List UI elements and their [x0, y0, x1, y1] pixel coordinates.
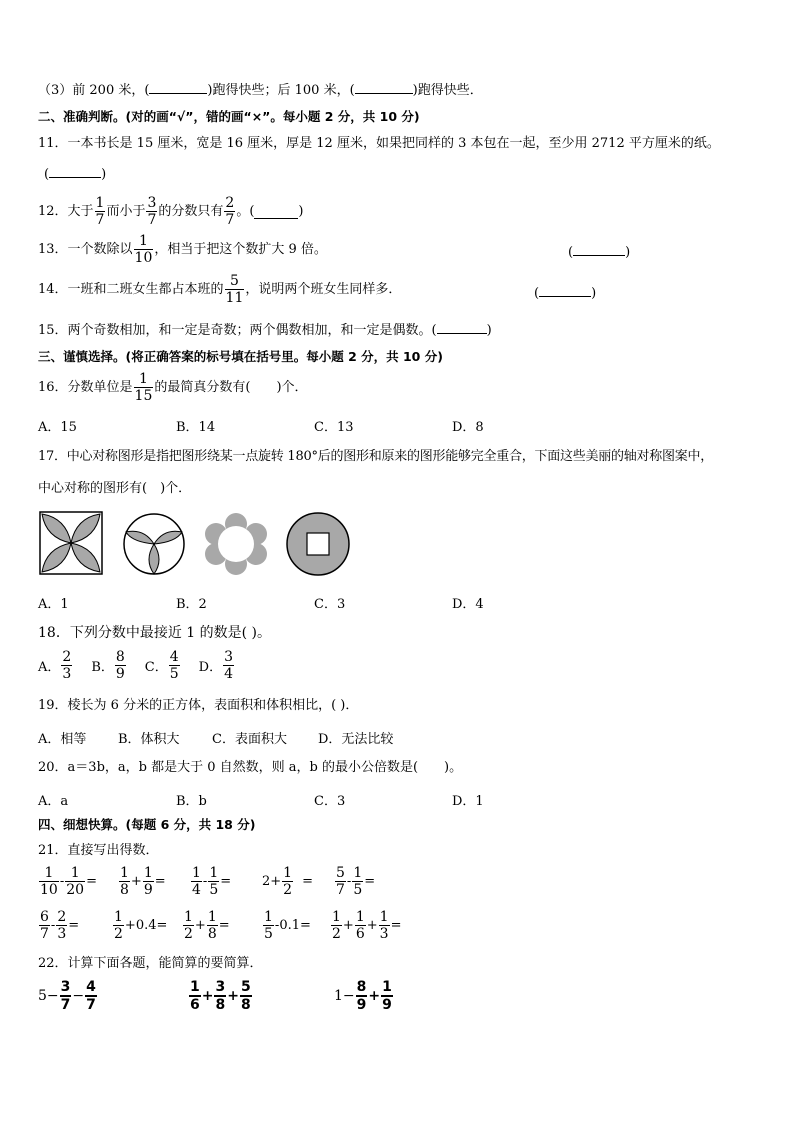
q13-answer — [568, 244, 630, 262]
option-a[interactable]: A．15 — [38, 420, 77, 435]
q12-mid: 而小于 — [106, 203, 146, 219]
equals: = — [220, 874, 232, 889]
operand: +0.4= — [124, 918, 168, 933]
operator: + — [342, 918, 354, 933]
operator: - — [346, 874, 352, 889]
q10-3-line — [38, 82, 483, 100]
fraction — [143, 866, 154, 897]
operator: + — [194, 918, 206, 933]
denominator: 9 — [115, 666, 125, 682]
option-b[interactable]: B．b — [176, 794, 207, 809]
q11-text: 11．一本书长是 15 厘米，宽是 16 厘米，厚是 12 厘米，如果把同样的 3 本包在一起，至少用 2712 平方厘米的纸。 — [38, 136, 720, 151]
fraction — [65, 866, 85, 897]
denominator: 5 — [264, 926, 273, 942]
numerator: 1 — [264, 909, 273, 925]
denominator: 15 — [134, 388, 153, 404]
numerator: 3 — [224, 649, 234, 665]
coin-square-hole-figure — [287, 513, 349, 575]
option-a[interactable]: A．1 — [38, 597, 69, 612]
numerator: 2 — [225, 195, 235, 211]
answer-blank[interactable] — [539, 296, 591, 297]
denominator: 7 — [86, 997, 96, 1013]
denominator: 20 — [66, 882, 85, 898]
denominator: 3 — [62, 666, 72, 682]
operator: - — [59, 874, 65, 889]
option-c[interactable]: C．13 — [314, 420, 354, 435]
option-label: B． — [91, 660, 114, 675]
fraction — [331, 910, 342, 941]
q10-3-text-b: )跑得快些；后 100 米，( — [207, 83, 355, 98]
option-c[interactable]: C．3 — [314, 794, 346, 809]
operator: + — [366, 918, 378, 933]
q17-line2: 中心对称的图形有( )个． — [38, 481, 192, 496]
numerator: 1 — [114, 909, 123, 925]
denominator: 5 — [209, 882, 219, 898]
numerator: 1 — [355, 909, 365, 925]
numerator: 1 — [379, 909, 389, 925]
denominator: 7 — [60, 997, 71, 1013]
calc-item — [330, 910, 401, 941]
numerator: 1 — [139, 233, 148, 249]
option-d[interactable]: D．无法比较 — [318, 732, 394, 747]
numerator: 1 — [382, 979, 392, 995]
calc-expression — [334, 980, 394, 1012]
q12-post: 。( — [236, 203, 255, 219]
denominator: 2 — [184, 926, 193, 942]
q19-text: 19．棱长为 6 分米的正方体，表面积和体积相比，( )． — [38, 698, 359, 713]
option-label: D． — [198, 660, 223, 675]
denominator: 3 — [57, 926, 67, 942]
q14-pre: 14．一班和二班女生都占本班的 — [38, 281, 224, 297]
option-a[interactable]: A．a — [38, 794, 69, 809]
numerator: 4 — [169, 649, 179, 665]
answer-blank[interactable] — [573, 255, 625, 256]
numerator: 1 — [139, 371, 148, 387]
calc-item — [190, 866, 231, 897]
numerator: 5 — [336, 865, 345, 881]
operand: -0.1= — [274, 918, 311, 933]
numerator: 4 — [86, 979, 96, 995]
option-c[interactable]: C．3 — [314, 597, 346, 612]
numerator: 1 — [184, 909, 193, 925]
q16-post: 的最简真分数有( )个． — [154, 379, 308, 395]
denominator: 3 — [379, 926, 389, 942]
fraction — [263, 910, 274, 941]
calc-expression — [188, 980, 253, 1012]
operator: + — [130, 874, 142, 889]
answer-blank[interactable] — [149, 93, 207, 94]
calc-item — [182, 910, 230, 941]
numerator: 1 — [332, 909, 341, 925]
fraction — [183, 910, 194, 941]
q11-answer — [44, 166, 106, 184]
fraction — [207, 910, 218, 941]
q20-text: 20．a＝3b，a，b 都是大于 0 自然数，则 a，b 的最小公倍数是( )。 — [38, 760, 463, 775]
numerator: 3 — [215, 979, 226, 995]
q13-pre: 13．一个数除以 — [38, 241, 133, 257]
operator: - — [50, 918, 56, 933]
q12-mid2: 的分数只有 — [158, 203, 224, 219]
calc-item — [334, 866, 375, 897]
numerator: 1 — [207, 909, 217, 925]
option-b[interactable] — [91, 650, 126, 681]
denominator: 4 — [224, 666, 234, 682]
option-b[interactable]: B．2 — [176, 597, 207, 612]
circle-three-petal-figure — [124, 514, 184, 574]
fraction — [39, 910, 50, 941]
equals: = — [390, 918, 402, 933]
option-d[interactable]: D．8 — [452, 420, 484, 435]
square-flower-figure — [40, 512, 102, 574]
denominator: 5 — [169, 666, 179, 682]
option-d[interactable]: D．4 — [452, 597, 484, 612]
denominator: 7 — [95, 212, 105, 228]
calc-item — [262, 866, 313, 897]
denominator: 6 — [355, 926, 365, 942]
fraction — [113, 910, 124, 941]
denominator: 9 — [356, 997, 367, 1013]
q14-answer — [534, 285, 596, 303]
q15-text: 15．两个奇数相加，和一定是奇数；两个偶数相加，和一定是偶数。( — [38, 323, 437, 338]
denominator: 8 — [215, 997, 226, 1013]
denominator: 6 — [190, 997, 200, 1013]
denominator: 11 — [225, 290, 244, 306]
fraction — [214, 980, 226, 1012]
q13-line — [38, 234, 327, 265]
fraction — [60, 980, 72, 1012]
fraction — [189, 980, 201, 1012]
denominator: 7 — [336, 882, 345, 898]
option-d[interactable]: D．1 — [452, 794, 484, 809]
operator: − — [72, 988, 85, 1004]
calc-item — [118, 866, 166, 897]
paren-left: ( — [568, 245, 574, 260]
option-d[interactable] — [199, 650, 235, 681]
denominator: 7 — [40, 926, 49, 942]
fraction — [224, 196, 235, 227]
paren-right: ) — [101, 167, 107, 182]
section-2-title: 二、准确判断。(对的画“√”，错的画“×”。每小题 2 分，共 10 分) — [38, 109, 420, 124]
calc-item — [38, 910, 79, 941]
equals: = — [218, 918, 230, 933]
numerator: 3 — [60, 979, 71, 995]
fraction — [191, 866, 202, 897]
denominator: 8 — [120, 882, 129, 898]
fraction — [39, 866, 59, 897]
option-label: C． — [144, 660, 168, 675]
q18-options — [38, 650, 235, 681]
q22-text: 22．计算下面各题，能简算的要简算． — [38, 956, 263, 971]
operator: + — [227, 988, 239, 1004]
q12-line — [38, 196, 304, 227]
operator: + — [201, 988, 214, 1004]
fraction — [208, 866, 219, 897]
paren-right: ) — [298, 203, 304, 219]
fraction — [355, 910, 366, 941]
fraction — [95, 196, 106, 227]
fraction — [85, 980, 97, 1012]
numerator: 1 — [209, 865, 219, 881]
option-c[interactable]: C．表面积大 — [212, 732, 287, 747]
calc-expression — [38, 980, 98, 1012]
denominator: 5 — [353, 882, 363, 898]
option-c[interactable] — [145, 650, 181, 681]
fraction — [115, 650, 126, 681]
denominator: 8 — [240, 997, 251, 1013]
calc-item — [38, 866, 97, 897]
numerator: 8 — [356, 979, 367, 995]
fraction — [381, 980, 393, 1012]
q16-line — [38, 372, 308, 403]
answer-blank[interactable] — [355, 93, 413, 94]
fraction — [225, 274, 245, 305]
operand: 5− — [38, 988, 59, 1004]
fraction — [282, 866, 293, 897]
answer-blank[interactable] — [254, 204, 298, 219]
equals: = — [86, 874, 97, 889]
q21-text: 21．直接写出得数． — [38, 843, 159, 858]
fraction — [56, 910, 67, 941]
numerator: 3 — [147, 195, 157, 211]
numerator: 6 — [40, 909, 49, 925]
q14-post: ，说明两个班女生同样多． — [245, 281, 402, 297]
denominator: 2 — [283, 882, 293, 898]
q17-line1: 17．中心对称图形是指把图形绕某一点旋转 180°后的图形和原来的图形能够完全重合，下面这些美丽的轴对称图案中， — [38, 449, 713, 464]
operator: - — [202, 874, 208, 889]
equals: = — [364, 874, 376, 889]
numerator: 1 — [70, 865, 80, 881]
numerator: 1 — [44, 865, 54, 881]
section-3-title: 三、谨慎选择。(将正确答案的标号填在括号里。每小题 2 分，共 10 分) — [38, 349, 443, 364]
fraction — [352, 866, 363, 897]
numerator: 1 — [143, 865, 153, 881]
flower-ring-figure — [205, 513, 267, 575]
fraction — [356, 980, 368, 1012]
q18-text: 18．下列分数中最接近 1 的数是( )。 — [38, 625, 271, 641]
paren-left: ( — [44, 167, 50, 182]
section-4-title: 四、细想快算。(每题 6 分，共 18 分) — [38, 817, 256, 832]
q10-3-text-a: （3）前 200 米，( — [38, 83, 150, 98]
numerator: 8 — [115, 649, 125, 665]
denominator: 2 — [332, 926, 341, 942]
fraction — [240, 980, 252, 1012]
option-a[interactable]: A．相等 — [38, 732, 87, 747]
fraction — [61, 650, 72, 681]
denominator: 4 — [192, 882, 201, 898]
denominator: 2 — [114, 926, 123, 942]
answer-blank[interactable] — [49, 177, 101, 178]
denominator: 8 — [207, 926, 217, 942]
operator: + — [368, 988, 381, 1004]
paren-right: ) — [625, 245, 631, 260]
option-label: A． — [38, 660, 61, 675]
equals: = — [154, 874, 166, 889]
numerator: 1 — [95, 195, 105, 211]
numerator: 5 — [230, 273, 239, 289]
option-b[interactable]: B．体积大 — [118, 732, 180, 747]
q15-line — [38, 322, 492, 340]
q17-figures — [36, 508, 366, 580]
numerator: 1 — [192, 865, 201, 881]
fraction — [379, 910, 390, 941]
numerator: 1 — [353, 865, 363, 881]
equals: = — [302, 874, 313, 889]
denominator: 7 — [225, 212, 235, 228]
paren-right: ) — [486, 323, 492, 338]
fraction — [335, 866, 346, 897]
denominator: 7 — [147, 212, 157, 228]
numerator: 2 — [57, 909, 67, 925]
numerator: 1 — [283, 865, 293, 881]
denominator: 10 — [40, 882, 58, 898]
fraction — [134, 234, 154, 265]
denominator: 9 — [382, 997, 392, 1013]
numerator: 1 — [120, 865, 129, 881]
calc-item — [262, 910, 311, 941]
q16-pre: 16．分数单位是 — [38, 379, 133, 395]
calc-item — [112, 910, 167, 941]
fraction — [223, 650, 234, 681]
operand: 2+ — [262, 874, 282, 889]
answer-blank[interactable] — [437, 333, 487, 334]
denominator: 9 — [143, 882, 153, 898]
fraction — [146, 196, 157, 227]
numerator: 5 — [240, 979, 251, 995]
operand: 1− — [334, 988, 355, 1004]
q10-3-text-c: )跑得快些． — [412, 83, 483, 98]
paren-right: ) — [591, 286, 597, 301]
q12-pre: 12．大于 — [38, 203, 94, 219]
option-b[interactable]: B．14 — [176, 420, 216, 435]
fraction — [134, 372, 154, 403]
equals: = — [68, 918, 80, 933]
fraction — [119, 866, 130, 897]
numerator: 1 — [190, 979, 200, 995]
q13-post: ，相当于把这个数扩大 9 倍。 — [154, 241, 327, 257]
option-a[interactable] — [38, 650, 73, 681]
q14-line — [38, 274, 401, 305]
denominator: 10 — [134, 250, 153, 266]
numerator: 2 — [62, 649, 72, 665]
fraction — [169, 650, 180, 681]
paren-left: ( — [534, 286, 540, 301]
